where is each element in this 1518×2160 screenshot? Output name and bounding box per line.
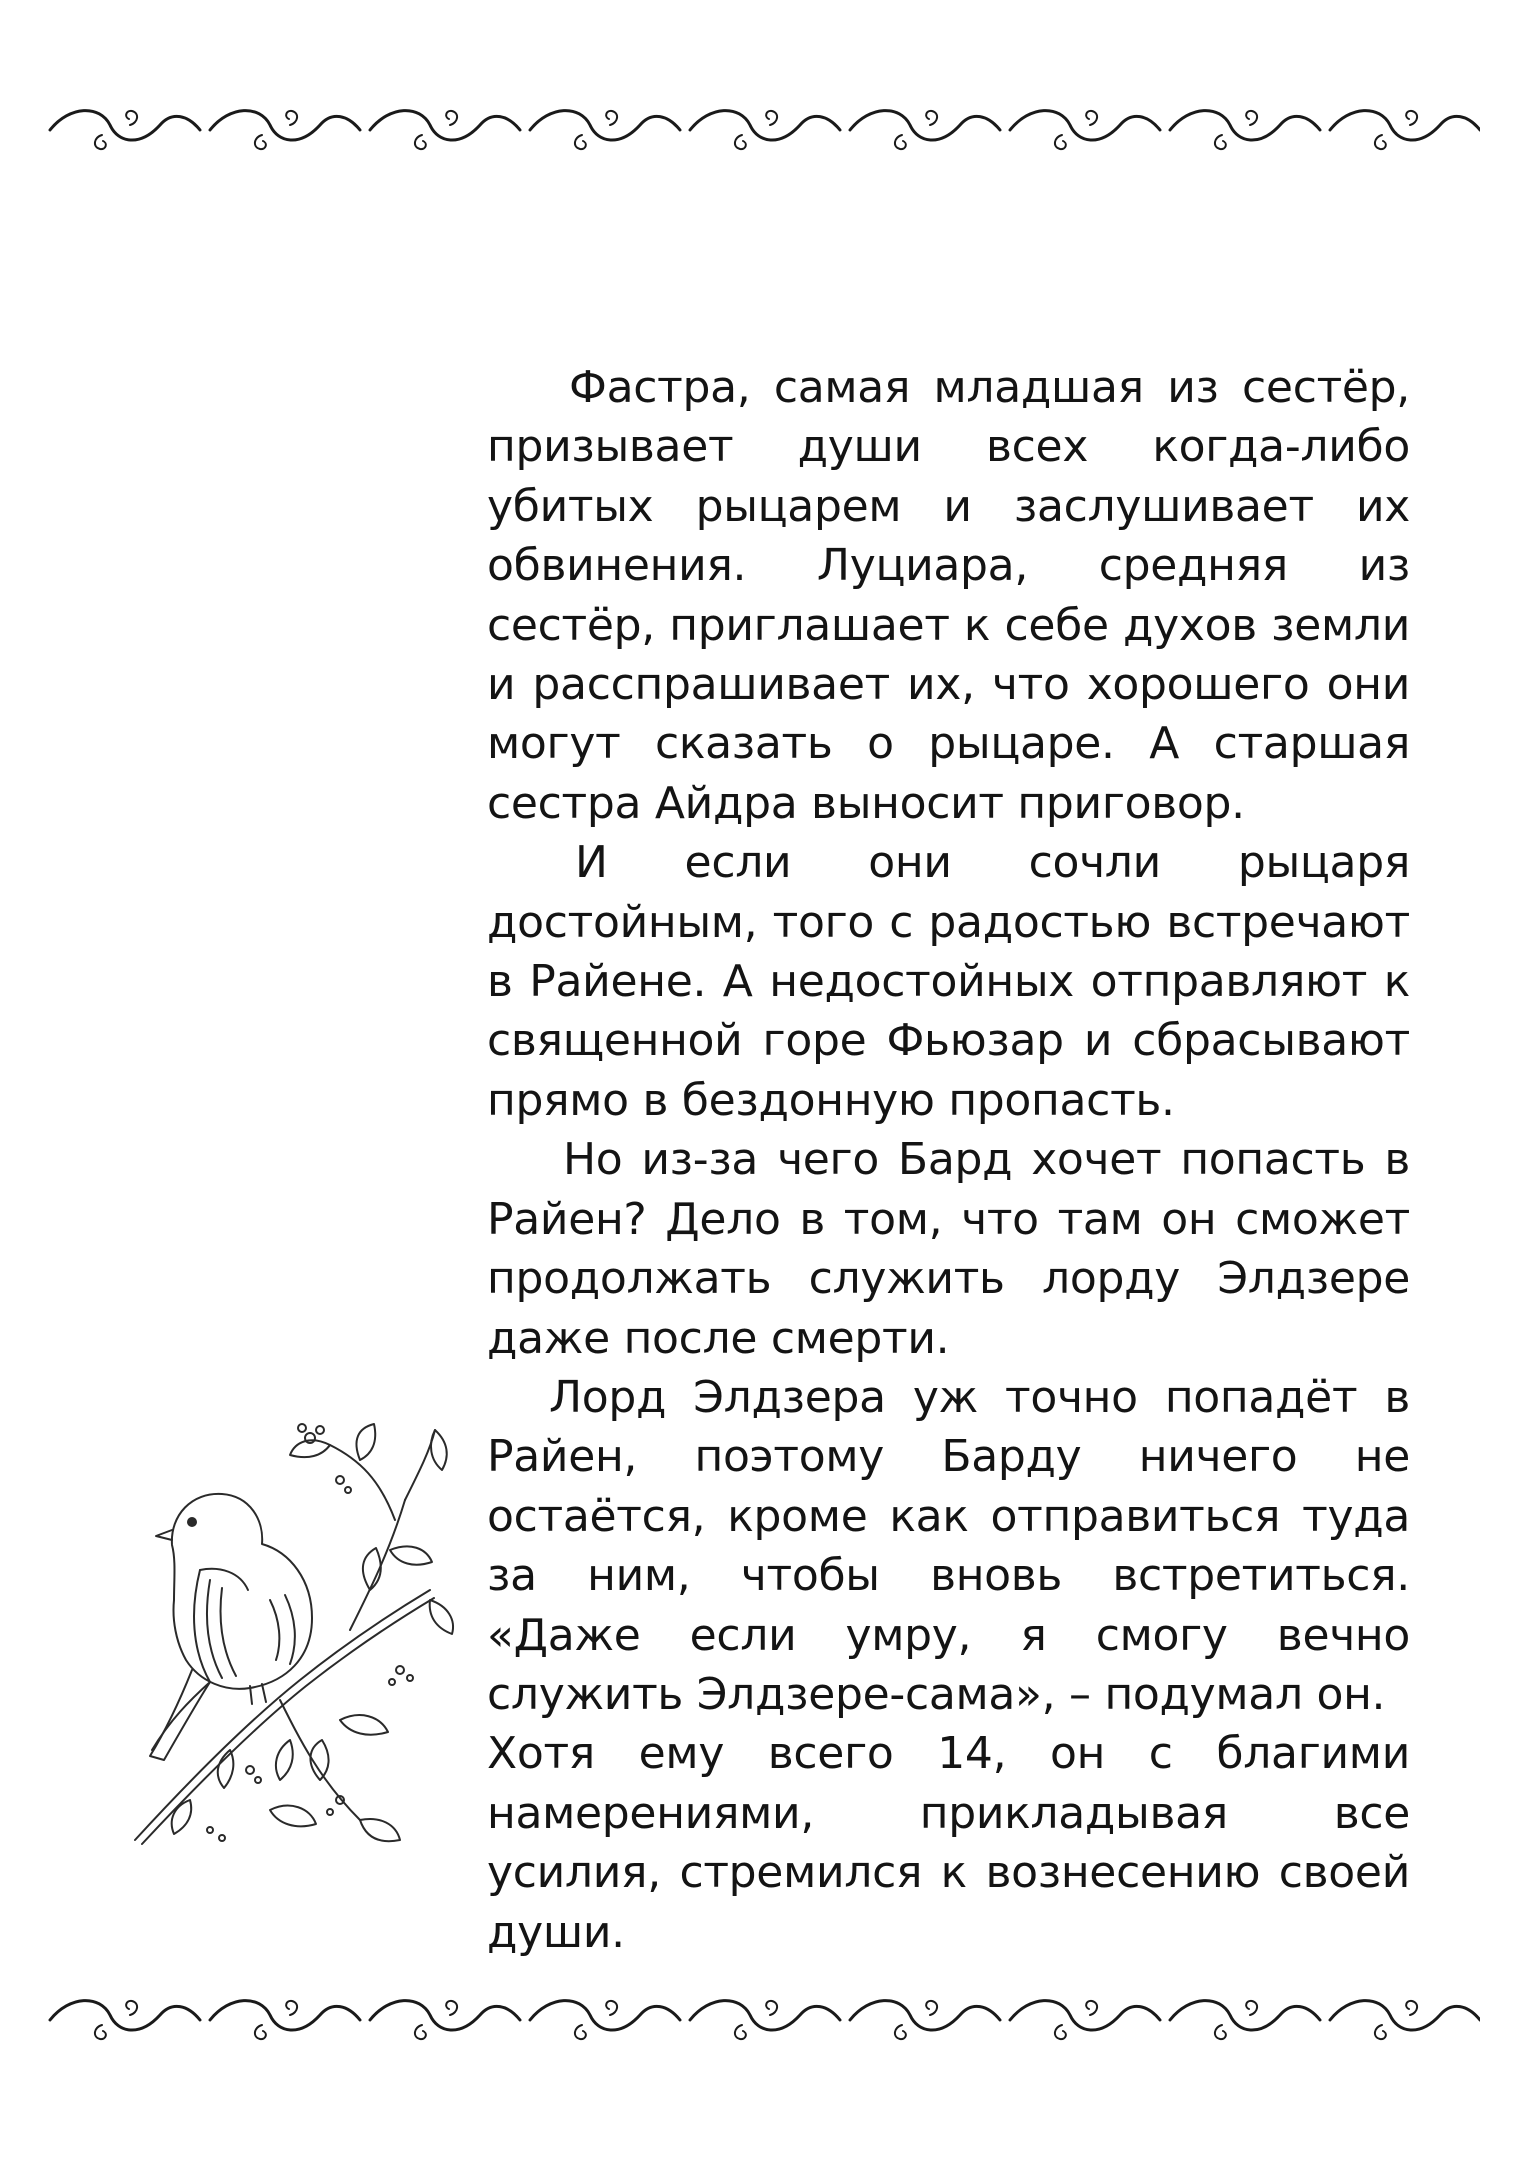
vine-curl xyxy=(446,111,457,125)
vine-curl xyxy=(1086,111,1097,125)
vine-curl xyxy=(575,2025,586,2039)
vine-swirl xyxy=(370,2001,520,2030)
vine-swirl xyxy=(690,2001,840,2030)
vine-swirl xyxy=(530,2001,680,2030)
vine-swirl xyxy=(1170,111,1320,140)
vine-swirl xyxy=(210,111,360,140)
vine-curl xyxy=(126,2001,137,2015)
vine-swirl xyxy=(1010,111,1160,140)
vine-curl xyxy=(735,135,746,149)
vine-swirl xyxy=(1330,2001,1480,2030)
bottom-ornamental-border xyxy=(40,1985,1480,2055)
vine-curl xyxy=(286,111,297,125)
vine-curl xyxy=(606,2001,617,2015)
main-text xyxy=(487,358,1410,1962)
vine-curl xyxy=(255,135,266,149)
vine-swirl xyxy=(370,111,520,140)
vine-curl xyxy=(1055,2025,1066,2039)
vine-curl xyxy=(606,111,617,125)
vine-curl xyxy=(126,111,137,125)
vine-curl xyxy=(766,111,777,125)
vine-curl xyxy=(926,111,937,125)
vine-curl xyxy=(1375,2025,1386,2039)
vine-curl xyxy=(766,2001,777,2015)
vine-swirl xyxy=(1170,2001,1320,2030)
bird-illustration xyxy=(130,1420,460,1860)
vine-curl xyxy=(95,135,106,149)
vine-curl xyxy=(1406,111,1417,125)
paragraph-5: Хотя ему всего 14, он с благими намерениями, прикладывая все усилия, стремился к вознесению своей души. xyxy=(487,1728,1410,1958)
vine-swirl xyxy=(850,2001,1000,2030)
paragraph-2: И если они сочли рыцаря достойным, того с радостью встречают в Райене. А недостойных отправляют к священной горе Фьюзар и сбрасывают прямо в бездонную пропасть. xyxy=(487,837,1410,1126)
top-ornamental-border xyxy=(40,95,1480,165)
vine-swirl xyxy=(1330,111,1480,140)
vine-curl xyxy=(255,2025,266,2039)
vine-curl xyxy=(895,135,906,149)
vine-swirl xyxy=(210,2001,360,2030)
vine-swirl xyxy=(850,111,1000,140)
vine-swirl xyxy=(50,111,200,140)
vine-swirl xyxy=(690,111,840,140)
vine-curl xyxy=(735,2025,746,2039)
vine-swirl xyxy=(50,2001,200,2030)
paragraph-3: Но из-за чего Бард хочет попасть в Райен? Дело в том, что там он сможет продолжать служить лорду Элдзере даже после смерти. xyxy=(487,1134,1410,1364)
paragraph-4: Лорд Элдзера уж точно попадёт в Райен, поэтому Барду ничего не остаётся, кроме как отправиться туда за ним, чтобы вновь встретиться. «Даже если умру, я смогу вечно служить Элдзере-сама», – подумал он. xyxy=(487,1371,1410,1720)
vine-curl xyxy=(415,2025,426,2039)
paragraph-1: Фастра, самая младшая из сестёр, призывает души всех когда-либо убитых рыцарем и заслушивает их обвинения. Луциара, средняя из сестёр, приглашает к себе духов земли и расспрашивает их, что хорошего они могут сказать о рыцаре. А старшая сестра Айдра выносит приговор. xyxy=(487,362,1410,829)
vine-curl xyxy=(1215,135,1226,149)
vine-curl xyxy=(1246,2001,1257,2015)
vine-curl xyxy=(1086,2001,1097,2015)
vine-curl xyxy=(286,2001,297,2015)
vine-curl xyxy=(926,2001,937,2015)
vine-curl xyxy=(895,2025,906,2039)
vine-curl xyxy=(575,135,586,149)
vine-curl xyxy=(1215,2025,1226,2039)
vine-curl xyxy=(1246,111,1257,125)
vine-curl xyxy=(415,135,426,149)
vine-curl xyxy=(95,2025,106,2039)
vine-curl xyxy=(1375,135,1386,149)
vine-curl xyxy=(1406,2001,1417,2015)
vine-curl xyxy=(1055,135,1066,149)
vine-swirl xyxy=(1010,2001,1160,2030)
vine-curl xyxy=(446,2001,457,2015)
vine-swirl xyxy=(530,111,680,140)
